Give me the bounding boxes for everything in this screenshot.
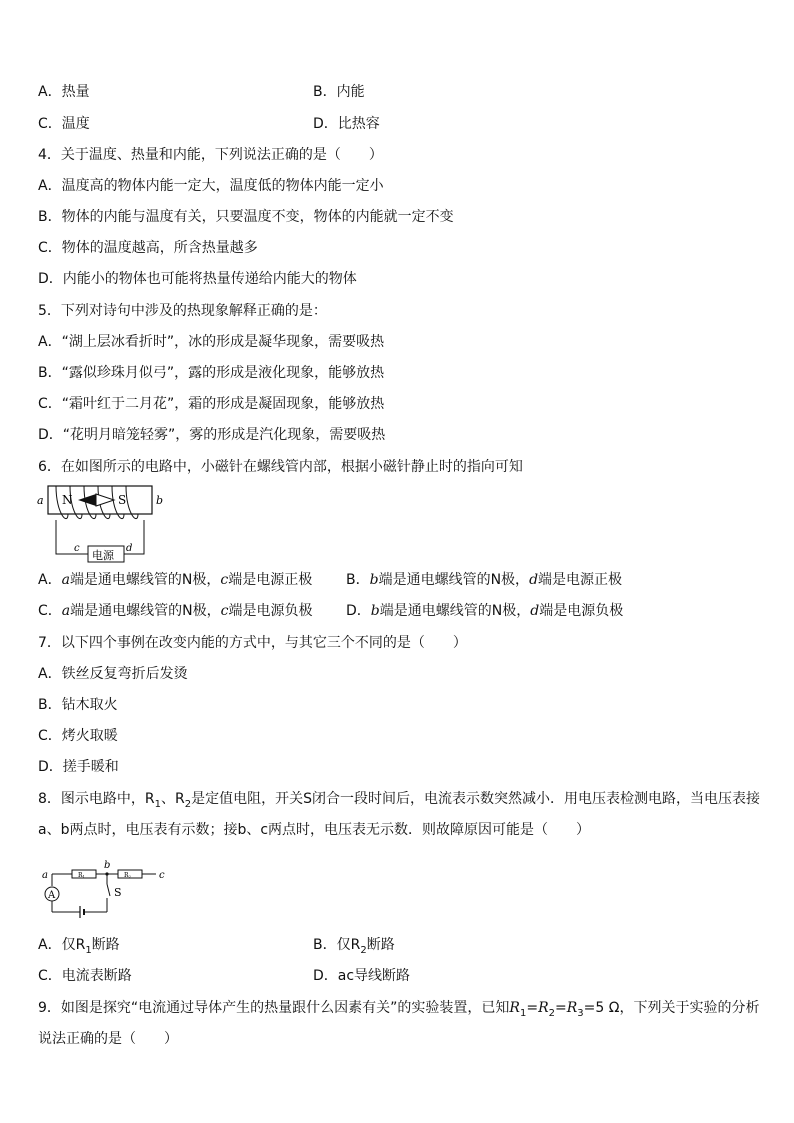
q7-option-a: A．铁丝反复弯折后发烫 <box>38 666 188 682</box>
q7-option-d: D．搓手暖和 <box>38 759 119 775</box>
fig6-d-label: d <box>126 543 133 554</box>
q9-stem-line2: 说法正确的是（ ） <box>38 1031 178 1047</box>
q5-option-d: D．“花明月暗笼轻雾”，雾的形成是汽化现象，需要吸热 <box>38 427 386 443</box>
q4-option-c: C．物体的温度越高，所含热量越多 <box>38 240 258 256</box>
fig6-c-label: c <box>74 543 80 554</box>
q6-option-b: B．b端是通电螺线管的N极，d端是电源正极 <box>346 572 623 588</box>
q3-option-b: B．内能 <box>313 84 365 100</box>
q5-option-b: B．“露似珍珠月似弓”，露的形成是液化现象，能够放热 <box>38 365 385 381</box>
fig8-ammeter-label: A <box>48 890 56 901</box>
q8-option-a: A．仅$R_1$断路 <box>38 937 120 956</box>
fig6-a-label: a <box>37 494 44 507</box>
fig8-b-label: b <box>104 860 111 871</box>
fig8-a-label: a <box>42 870 48 881</box>
q6-stem: 6．在如图所示的电路中，小磁针在螺线管内部，根据小磁针静止时的指向可知 <box>38 459 523 475</box>
q6-option-c: C．a端是通电螺线管的N极，c端是电源负极 <box>38 603 313 619</box>
q8-stem-line1: 8．图示电路中，$R_1$、$R_2$是定值电阻，开关S闭合一段时间后，电流表示数突然减小．用电压表检测电路，当电压表接 <box>38 791 761 810</box>
q6-option-a: A．a端是通电螺线管的N极，c端是电源正极 <box>38 572 313 588</box>
q5-option-c: C．“霜叶红于二月花”，霜的形成是凝固现象，能够放热 <box>38 396 385 412</box>
q8-option-b: B．仅$R_2$断路 <box>313 937 395 956</box>
q4-option-b: B．物体的内能与温度有关，只要温度不变，物体的内能就一定不变 <box>38 209 454 225</box>
fig6-n-label: N <box>62 493 73 507</box>
q3-option-a: A．热量 <box>38 84 90 100</box>
solenoid-figure <box>34 480 174 566</box>
fig8-switch-label: S <box>114 886 122 899</box>
q6-option-d: D．b端是通电螺线管的N极，d端是电源负极 <box>346 603 624 619</box>
fig8-r2-label: R2 <box>124 872 132 879</box>
q5-stem: 5．下列对诗句中涉及的热现象解释正确的是： <box>38 303 327 319</box>
q5-option-a: A．“湖上层冰看折时”，冰的形成是凝华现象，需要吸热 <box>38 334 385 350</box>
q9-stem-line1: 9．如图是探究“电流通过导体产生的热量跟什么因素有关”的实验装置，已知$R_1=R_2=R_3=5$ Ω，下列关于实验的分析 <box>38 1000 760 1019</box>
fig8-r1-label: R1 <box>78 872 86 879</box>
q7-stem: 7．以下四个事例在改变内能的方式中，与其它三个不同的是（ ） <box>38 635 467 651</box>
q4-option-a: A．温度高的物体内能一定大，温度低的物体内能一定小 <box>38 178 384 194</box>
q7-option-c: C．烤火取暖 <box>38 728 118 744</box>
fig8-c-label: c <box>159 870 165 881</box>
q3-option-d: D．比热容 <box>313 116 380 132</box>
q4-option-d: D．内能小的物体也可能将热量传递给内能大的物体 <box>38 271 357 287</box>
fig6-s-label: S <box>118 493 127 507</box>
fig6-source-label: 电源 <box>92 549 114 562</box>
q7-option-b: B．钻木取火 <box>38 697 118 713</box>
resistor-circuit-figure <box>38 856 172 918</box>
q3-option-c: C．温度 <box>38 116 90 132</box>
q8-option-d: D．ac导线断路 <box>313 968 411 984</box>
q4-stem: 4．关于温度、热量和内能，下列说法正确的是（ ） <box>38 147 383 163</box>
q8-stem-line2: a、b两点时，电压表有示数；接b、c两点时，电压表无示数．则故障原因可能是（ ） <box>38 822 591 838</box>
fig6-b-label: b <box>156 494 164 507</box>
q8-option-c: C．电流表断路 <box>38 968 132 984</box>
